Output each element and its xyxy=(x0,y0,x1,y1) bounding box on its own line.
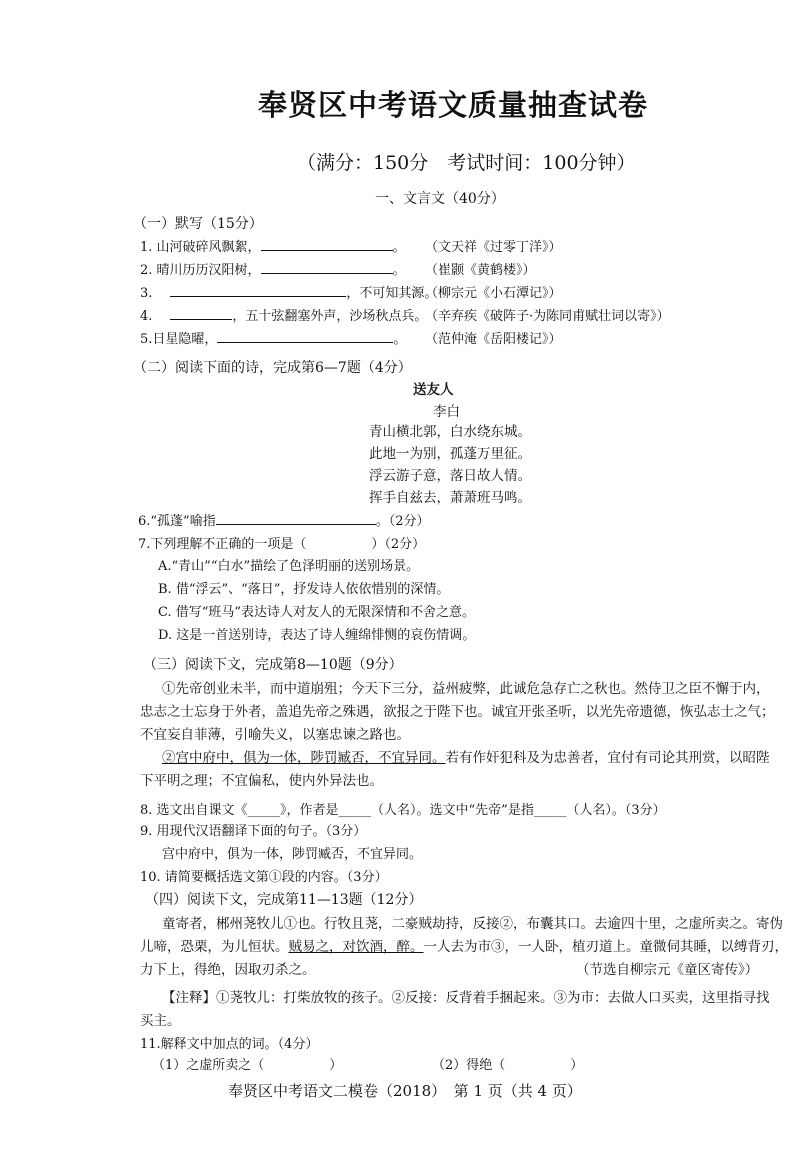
blank-line[interactable] xyxy=(217,330,393,343)
passage-line: 童寄者，郴州荛牧儿①也。行牧且荛，二豪贼劫持，反接②，布囊其口。去逾四十里，之虚所卖之。寄伪 xyxy=(162,916,783,932)
question-6: 6.“孤蓬”喻指 。（2分） xyxy=(138,514,430,529)
passage-line: 力下上，得绝，因取刃杀之。 xyxy=(140,962,316,978)
question-9: 9. 用现代汉语翻译下面的句子。（3分） xyxy=(140,824,367,839)
blank-line[interactable] xyxy=(216,512,376,525)
blank-line[interactable] xyxy=(261,261,393,274)
dictation-source-1: （文天祥《过零丁洋》） xyxy=(425,240,562,255)
q7-option-b: B. 借“浮云”、“落日”，抒发诗人依依惜别的深情。 xyxy=(158,582,450,597)
passage-line: 儿啼，恐栗，为儿恒状。贼易之，对饮酒，醉。一人去为市③，一人卧，植刃道上。童微伺其睡，以缚背刃， xyxy=(140,939,788,955)
page-footer: 奉贤区中考语文二模卷（2018） 第 1 页（共 4 页） xyxy=(228,1082,582,1100)
q11-item-1: （1）之虚所卖之（ ） xyxy=(152,1058,343,1073)
dictation-source-4: （辛弃疾《破阵子·为陈同甫赋壮词以寄》） xyxy=(425,309,670,324)
q9-sentence: 宫中府中，俱为一体，陟罚臧否，不宜异同。 xyxy=(162,847,423,862)
page-title: 奉贤区中考语文质量抽查试卷 xyxy=(258,88,649,122)
poem-line: 此地一为别，孤蓬万里征。 xyxy=(369,446,531,462)
part3-heading: （三）阅读下文，完成第8—10题（9分） xyxy=(143,657,403,673)
q7-option-c: C. 借写“班马”表达诗人对友人的无限深情和不舍之意。 xyxy=(158,605,476,620)
part2-heading: （二）阅读下面的诗，完成第6—7题（4分） xyxy=(133,360,412,376)
dictation-source-3: （柳宗元《小石潭记》） xyxy=(425,286,562,301)
poem-line: 浮云游子意，落日故人情。 xyxy=(369,468,531,484)
q7-option-a: A.“青山”“白水”描绘了色泽明丽的送别场景。 xyxy=(158,559,420,574)
q7-option-d: D. 这是一首送别诗，表达了诗人缠绵悱恻的哀伤情调。 xyxy=(158,628,476,643)
q11-item-2: （2）得绝（ ） xyxy=(432,1058,584,1073)
page-subtitle: （满分：150分 考试时间：100分钟） xyxy=(297,152,636,174)
blank-line[interactable] xyxy=(261,238,393,251)
passage-line: ②宫中府中，俱为一体，陟罚臧否，不宜异同。若有作奸犯科及为忠善者，宜付有司论其刑赏，以昭陛 xyxy=(162,750,770,766)
passage-source: （节选自柳宗元《童区寄传》） xyxy=(576,962,759,978)
passage-line: 不宜妄自菲薄，引喻失义，以塞忠谏之路也。 xyxy=(140,727,410,743)
dictation-item-4: 4. ，五十弦翻塞外声，沙场秋点兵。 xyxy=(140,309,428,324)
underlined-sentence: 贼易之，对饮酒，醉。 xyxy=(288,939,424,955)
annotation-line: 买主。 xyxy=(140,1013,181,1029)
question-10: 10. 请简要概括选文第①段的内容。（3分） xyxy=(140,870,388,885)
dictation-item-2: 2. 晴川历历汉阳树， 。 xyxy=(140,263,406,278)
dictation-source-5: （范仲淹《岳阳楼记》） xyxy=(425,332,562,347)
dictation-item-5: 5.日星隐曜， 。 xyxy=(140,332,407,347)
passage-line: 忠志之士忘身于外者，盖追先帝之殊遇，欲报之于陛下也。诚宜开张圣听，以光先帝遗德，恢弘志士之气； xyxy=(140,704,775,720)
passage-line: 下平明之理；不宜偏私，使内外异法也。 xyxy=(140,773,383,789)
part4-heading: （四）阅读下文，完成第11—13题（12分） xyxy=(145,892,423,908)
poem-author: 李白 xyxy=(433,404,460,420)
passage-line: ①先帝创业未半，而中道崩殂；今天下三分，益州疲弊，此诚危急存亡之秋也。然侍卫之臣不懈于内， xyxy=(162,681,770,697)
blank-line[interactable] xyxy=(170,284,346,297)
blank-line[interactable] xyxy=(170,307,232,320)
dictation-item-3: 3. ，不可知其源。 xyxy=(140,286,438,301)
dictation-item-1: 1. 山河破碎风飘絮， 。 xyxy=(140,240,406,255)
poem-line: 青山横北郭，白水绕东城。 xyxy=(369,424,531,440)
question-11: 11.解释文中加点的词。（4分） xyxy=(140,1037,319,1052)
section-heading-classical: 一、文言文（40分） xyxy=(375,191,505,207)
poem-line: 挥手自兹去，萧萧班马鸣。 xyxy=(369,490,531,506)
part1-heading: （一）默写（15分） xyxy=(133,216,263,232)
question-7: 7.下列理解不正确的一项是（ ）（2分） xyxy=(138,537,426,552)
annotation-line: 【注释】①荛牧儿：打柴放牧的孩子。②反接：反背着手捆起来。③为市：去做人口买卖，这里指寻找 xyxy=(162,990,770,1006)
poem-title: 送友人 xyxy=(413,382,454,398)
question-8: 8. 选文出自课文《_____》，作者是_____（人名）。选文中“先帝”是指_____（人名）。（3分） xyxy=(140,803,666,818)
underlined-sentence: ②宫中府中，俱为一体，陟罚臧否，不宜异同。 xyxy=(162,750,446,766)
dictation-source-2: （崔颢《黄鹤楼》） xyxy=(425,263,536,278)
